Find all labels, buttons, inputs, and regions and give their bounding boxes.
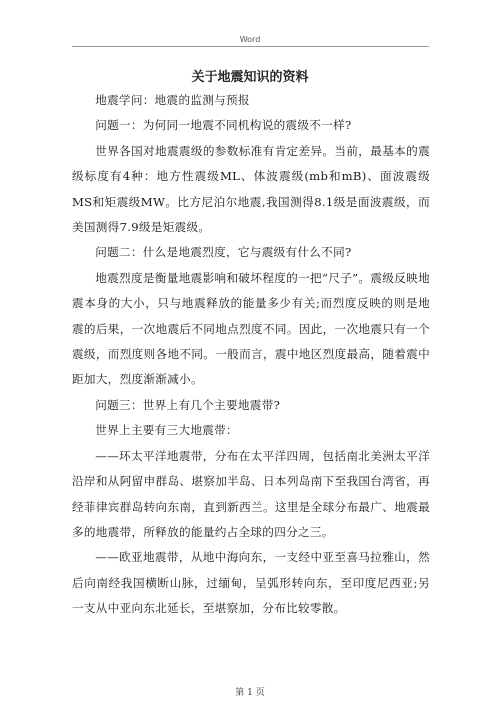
paragraph-question-2: 问题二：什么是地震烈度，它与震级有什么不同? xyxy=(95,245,352,260)
page-header: Word xyxy=(239,35,261,44)
header-divider xyxy=(72,46,429,47)
paragraph-answer-2: 地震烈度是衡量地震影响和破坏程度的一把“尺子”。震级反映地震本身的大小，只与地震释放的能量多少有关;而烈度反映的则是地震的后果，一次地震后不同地点烈度不同。因此，一次地震只有一个震级，而烈度则各地不同。一般而言，震中地区烈度最高，随着震中距加大，烈度渐渐减小。 xyxy=(72,270,430,387)
paragraph-eurasian-belt: ——欧亚地震带，从地中海向东，一支经中亚至喜马拉雅山，然后向南经我国横断山脉，过缅甸，呈弧形转向东，至印度尼西亚;另一支从中亚向东北延长，至堪察加，分布比较零散。 xyxy=(72,550,430,616)
paragraph-answer-3-intro: 世界上主要有三大地震带： xyxy=(95,423,238,438)
document-body xyxy=(72,88,430,622)
paragraph-answer-1: 世界各国对地震震级的参数标准有肯定差异。当前，最基本的震级标度有4种：地方性震级ML、体波震级(mb和mB)、面波震级MS和矩震级MW。比方尼泊尔地震,我国测得8.1级是面波震级，而美国测得7.9级是矩震级。 xyxy=(72,143,430,235)
paragraph-question-3: 问题三：世界上有几个主要地震带? xyxy=(95,397,281,412)
document-title: 关于地震知识的资料 xyxy=(191,70,309,85)
paragraph-subject: 地震学问：地震的监测与预报 xyxy=(95,93,250,107)
paragraph-question-1: 问题一：为何同一地震不同机构说的震级不一样? xyxy=(95,118,352,133)
page-footer: 第 1 页 xyxy=(235,688,265,698)
paragraph-pacific-belt: ——环太平洋地震带，分布在太平洋四周，包括南北美洲太平洋沿岸和从阿留申群岛、堪察加半岛、日本列岛南下至我国台湾省，再经菲律宾群岛转向东南，直到新西兰。这里是全球分布最广、地震最多的地震带，所释放的能量约占全球的四分之三。 xyxy=(72,448,430,539)
